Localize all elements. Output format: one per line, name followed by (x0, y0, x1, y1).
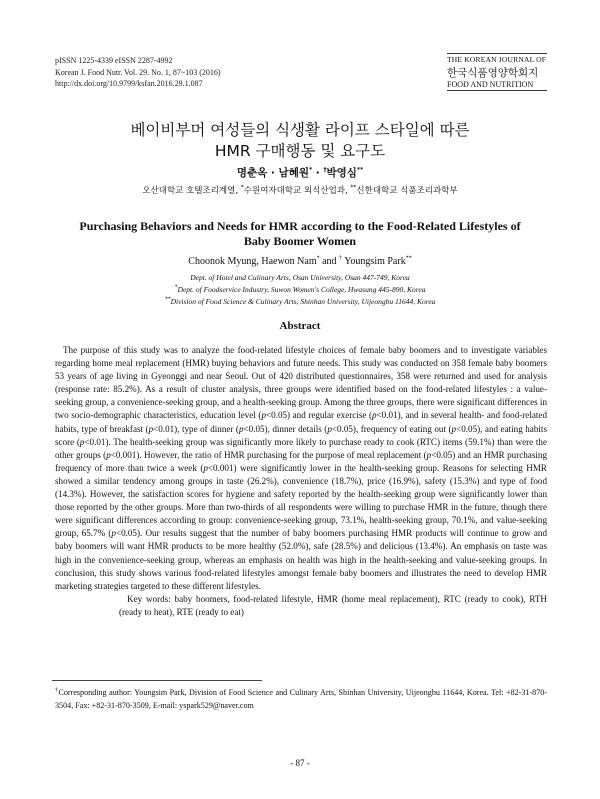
journal-name-kr: 한국식품영양학회지 (447, 67, 539, 79)
abstract-text: <0.01), type of dinner ( (153, 423, 239, 434)
english-affiliations (0, 272, 600, 308)
english-affil-3: Division of Food Science & Culinary Arts, Shinhan University, Uijeongbu 11644, Korea (170, 297, 436, 306)
p-var: p (111, 528, 116, 539)
affil-mark: ** (164, 296, 171, 303)
citation-line: Korean J. Food Nutr. Vol. 29. No. 1, 87~103 (2016) (55, 67, 221, 77)
footnote-divider (52, 680, 262, 681)
korean-title (0, 120, 600, 162)
korean-author-3: 박영심 (326, 167, 357, 179)
corresponding-mark: † (339, 255, 343, 262)
journal-name-en-1: THE KOREAN JOURNAL OF (447, 55, 547, 64)
english-authors (0, 256, 600, 267)
english-affil-3-line (0, 296, 600, 308)
p-var: p (451, 423, 457, 434)
p-var: p (327, 423, 332, 434)
journal-name-en-2: FOOD AND NUTRITION (447, 80, 547, 91)
journal-info (55, 55, 221, 90)
abstract-text: <0.05), dinner details ( (243, 423, 328, 434)
abstract-text: <0.05) and an HMR purchasing frequency of more than twice a week ( (55, 449, 548, 473)
abstract-paragraph (55, 344, 547, 593)
korean-affil-3: 신한대학교 식품조리과학부 (356, 186, 458, 196)
english-affil-1: Dept. of Hotel and Culinary Arts, Osan University, Osan 447-749, Korea (190, 273, 410, 282)
page-number: - 87 - (290, 758, 310, 768)
english-title (40, 219, 560, 249)
issn-line: pISSN 1225-4339 eISSN 2287-4992 (55, 56, 173, 65)
abstract-text: <0.001). However, the ratio of HMR purchasing for the purpose of meal replacement ( (110, 449, 427, 460)
abstract-text: <0.001) were significantly lower in the health-seeking group. Reasons for selecting HMR showed a similar tendency among groups in taste (26.2%), convenience (18.7%), price (16.9%), safety (15.3%) and type of food (14.3%). However, the satisfaction scores for hygiene and safety reported by the health-seeking group were significantly lower than those reported by the other groups. More than two-thirds of all respondents were willing to purchase HMR in the future, though there were significant differences according to group: convenience-seeking group, 73.1%, health-seeking group, 70.1%, and value-seeking group, 65.7% ( (55, 462, 547, 539)
p-var: p (372, 410, 377, 421)
korean-title-line2: HMR 구매행동 및 요구도 (214, 142, 386, 160)
journal-logo (447, 53, 547, 91)
author-mark: * (316, 255, 320, 262)
abstract-text: <0.01), and in several health- and food-related habits, type of breakfast ( (55, 410, 548, 434)
corresponding-footnote (55, 686, 547, 712)
corresponding-mark: † (323, 166, 327, 174)
doi-link[interactable]: http://dx.doi.org/10.9799/ksfan.2016.29.1.087 (55, 79, 203, 88)
korean-title-line1: 베이비부머 여성들의 식생활 라이프 스타일에 따른 (130, 121, 470, 139)
abstract-text: <0.05), frequency of eating out ( (331, 423, 452, 434)
p-var: p (203, 462, 208, 473)
p-var: p (148, 423, 154, 434)
korean-affil-2: 수원여자대학교 외식산업과, (243, 186, 351, 196)
abstract-text: <0.01). The health-seeking group was significantly more likely to purchase ready to cook (RTC) items (59.1%) than were the other groups ( (55, 436, 547, 460)
author-mark: ** (356, 166, 364, 174)
footnote-text: Corresponding author: Youngsim Park, Division of Food Science and Culinary Arts, Shinhan University, Uijeongbu 11644, Korea. Tel: +82-31-870-3504, Fax: +82-31-870-3509, E-mail: yspark529@naver.com (55, 688, 547, 710)
author-and: and (319, 256, 340, 267)
english-title-line1: Purchasing Behaviors and Needs for HMR according to the Food-Related Lifestyles of (79, 219, 521, 233)
korean-authors: 명춘옥 · 남혜원* · †박영심** (236, 166, 364, 179)
abstract-text: <0.05) and regular exercise ( (266, 410, 372, 421)
corresponding-mark: † (55, 687, 59, 694)
abstract-body (55, 344, 547, 619)
english-title-line2: Baby Boomer Women (243, 234, 357, 248)
p-var: p (106, 449, 111, 460)
affil-mark: * (174, 284, 178, 291)
abstract-heading: Abstract (279, 320, 321, 332)
english-author-3: Youngsim Park (344, 256, 406, 267)
keywords: Key words: baby boomers, food-related lifestyle, HMR (home meal replacement), RTC (ready to cook), RTH (ready to heat), RTE (ready to eat) (119, 593, 547, 617)
author-mark: ** (405, 255, 412, 262)
author-mark: * (309, 166, 313, 174)
affil-mark: ** (350, 184, 357, 192)
affil-mark: * (240, 184, 244, 192)
p-var: p (79, 436, 85, 447)
english-affil-2: Dept. of Foodservice Industry, Suwon Women's College, Hwasung 445-890, Korea (177, 285, 426, 294)
korean-affiliations (0, 184, 600, 196)
p-var: p (261, 410, 266, 421)
english-author-names: Choonok Myung, Haewon Nam (188, 256, 317, 267)
abstract-text: <0.05). Our results suggest that the number of baby boomers purchasing HMR products will continue to grow and baby boomers will want HMR products to be more healthy (52.0%), safe (28.5%) and delicious (13.4%). An emphasis on taste was high in the convenience-seeking group, whereas an emphasis on health was high in the health-seeking and value-seeking groups. In conclusion, this study shows various food-related lifestyles amongst female baby boomers and illustrates the need to develop HMR marketing strategies targeted to these different lifestyles. (55, 528, 547, 591)
english-affil-2-line (0, 284, 600, 296)
abstract-text: <0.05), and eating habits score ( (55, 423, 547, 447)
p-var: p (238, 423, 244, 434)
korean-affil-1: 오산대학교 호텔조리계열, (142, 186, 241, 196)
abstract-text: The purpose of this study was to analyze the food-related lifestyle choices of female baby boomers and to investigate variables regarding home meal replacement (HMR) buying behaviors and future needs. This study was conducted on 358 female baby boomers 53 years of age living in Gyeonggi and near Seoul. Out of 420 distributed questionnaires, 358 were returned and used for analysis (response rate: 85.2%). As a result of cluster analysis, three groups were identified based on the food-related lifestyles : a value-seeking group, a convenience-seeking group, and a health-seeking group. Among the three groups, there were significant differences in two socio-demographic characteristics, education level ( (55, 345, 547, 421)
p-var: p (426, 449, 432, 460)
korean-author-names: 명춘옥 · 남혜원 (236, 167, 309, 179)
